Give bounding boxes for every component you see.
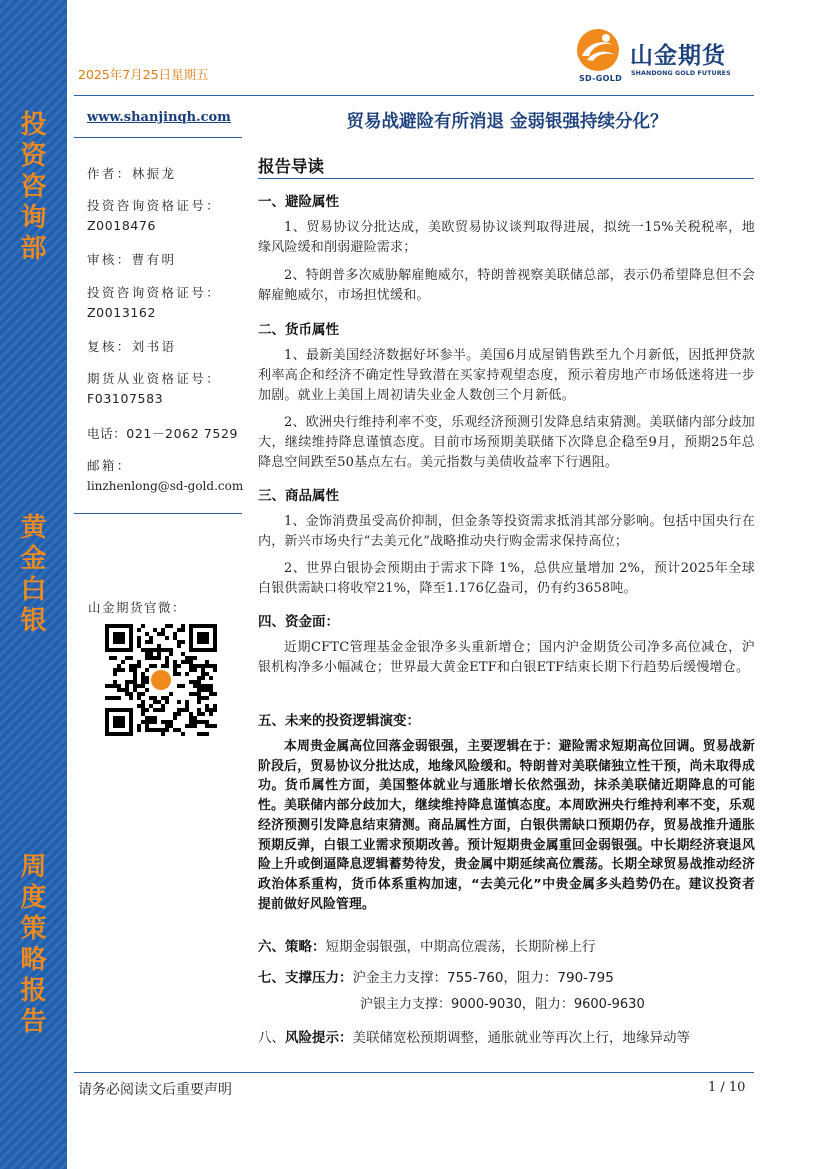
side-band (0, 0, 67, 1169)
section-strategy-text: 短期金弱银强，中期高位震荡，长期阶梯上行 (325, 939, 596, 955)
section-monetary-title: 二、货币属性 (258, 322, 339, 338)
logo-company-name: 山金期货 (630, 43, 726, 69)
company-logo (573, 27, 753, 85)
section-funds-text: 近期CFTC管理基金金银净多头重新增仓；国内沪金期货公司净多高位减仓，沪银机构净多小幅减仓；世界最大黄金ETF和白银ETF结束长期下行趋势后缓慢增仓。 (258, 640, 755, 675)
report-date: 2025年7月25日星期五 (78, 67, 209, 82)
sd-gold-logo-icon (573, 27, 623, 73)
section-safe-haven-point-2: 2、特朗普多次威胁解雇鲍威尔，特朗普视察美联储总部，表示仍希望降息但不会解雇鲍威尔，市场担忧缓和。 (258, 268, 755, 303)
section-safe-haven-title: 一、避险属性 (258, 194, 339, 210)
rechecker: 复核：刘书语 (87, 339, 177, 354)
footer-disclaimer: 请务必阅读文后重要声明 (78, 1082, 232, 1098)
author-cert-label: 投资咨询资格证号： (87, 198, 222, 213)
website-divider (74, 137, 242, 138)
reviewer-cert-number: Z0013162 (87, 305, 157, 320)
band-label-metals: 黄金白银 (20, 513, 47, 636)
silver-levels: 沪银主力支撑：9000-9030，阻力：9600-9630 (360, 997, 645, 1012)
report-title: 贸易战避险有所消退 金弱银强持续分化？ (346, 112, 668, 132)
logo-mark-text: SD-GOLD (579, 74, 623, 83)
section-commodity-point-2: 2、世界白银协会预期由于需求下降 1%，总供应量增加 2%，预计2025年全球白银供需缺口将收窄21%，降至1.176亿盎司，仍有约3658吨。 (258, 561, 755, 596)
section-outlook-title: 五、未来的投资逻辑演变： (258, 713, 420, 729)
wechat-label: 山金期货官微： (88, 600, 187, 615)
author: 作者：林振龙 (87, 166, 177, 181)
logo-company-name-en: SHANDONG GOLD FUTURES (631, 70, 731, 77)
section-strategy (258, 935, 596, 955)
section-strategy-title: 六、策略： (258, 939, 326, 955)
qr-code-icon (105, 624, 217, 736)
rechecker-cert-number: F03107583 (87, 391, 164, 406)
section-safe-haven-point-1: 1、贸易协议分批达成，美欧贸易协议谈判取得进展，拟统一15%关税税率，地缘风险缓和削弱避险需求； (258, 220, 755, 255)
band-label-report-type: 周度策略报告 (20, 852, 47, 1037)
section-outlook-text: 本周贵金属高位回落金弱银强，主要逻辑在于：避险需求短期高位回调。贸易战新阶段后，贸易协议分批达成，地缘风险缓和。特朗普对美联储独立性干预，尚未取得成功。货币属性方面，美国整体就业与通胀增长依然强劲，抹杀美联储近期降息的可能性。美联储内部分歧加大，继续维持降息谨慎态度。本周欧洲央行维持利率不变，乐观经济预测引发降息结束猜测。商品属性方面，白银供需缺口预期仍存，贸易战推升通胀预期反弹，白银工业需求预期改善。预计短期贵金属重回金弱银强。中长期经济衰退风险上升或倒逼降息逻辑蓄势待发，贵金属中期延续高位震荡。长期全球贸易战推动经济政治体系重构，货币体系重构加速，“去美元化”中贵金属多头趋势仍在。建议投资者提前做好风险管理。 (258, 739, 755, 912)
header-divider (74, 95, 754, 96)
section-levels (258, 966, 614, 986)
website-link[interactable]: www.shanjinqh.com (87, 110, 231, 125)
gold-levels: 沪金主力支撑：755-760，阻力：790-795 (352, 970, 614, 986)
email-address[interactable]: linzhenlong@sd-gold.com (87, 479, 244, 493)
email-label: 邮箱： (87, 458, 132, 473)
reviewer-cert-label: 投资咨询资格证号： (87, 285, 222, 300)
summary-divider (258, 178, 754, 179)
section-levels-title: 七、支撑压力： (258, 970, 353, 986)
section-monetary-point-2: 2、欧洲央行维持利率不变，乐观经济预测引发降息结束猜测。美联储内部分歧加大，继续维持降息谨慎态度。目前市场预期美联储下次降息企稳至9月，预期25年总降息空间跌至50基点左右。美元指数与美债收益率下行遇阻。 (258, 415, 755, 470)
report-summary-heading: 报告导读 (258, 157, 324, 176)
phone: 电话：021－2062 7529 (87, 426, 239, 441)
author-cert-number: Z0018476 (87, 218, 157, 233)
section-risk (258, 1026, 690, 1046)
section-commodity-point-1: 1、金饰消费虽受高价抑制，但金条等投资需求抵消其部分影响。包括中国央行在内，新兴市场央行“去美元化”战略推动央行购金需求保持高位； (258, 514, 755, 549)
section-commodity-title: 三、商品属性 (258, 488, 339, 504)
section-risk-text: 美联储宽松预期调整，通胀就业等再次上行，地缘异动等 (352, 1030, 690, 1046)
rechecker-cert-label: 期货从业资格证号： (87, 371, 222, 386)
section-monetary-point-1: 1、最新美国经济数据好坏参半。美国6月成屋销售跌至九个月新低，因抵押贷款利率高企和经济不确定性导致潜在买家持观望态度，预示着房地产市场低迷将进一步加剧。就业上美国上周初请失业金人数创三个月新低。 (258, 348, 755, 403)
section-risk-prefix: 八、 (258, 1030, 285, 1046)
page-number: 1 / 10 (708, 1080, 746, 1095)
sidebar-divider (74, 513, 242, 514)
section-risk-title: 风险提示： (285, 1030, 353, 1046)
section-funds-title: 四、资金面： (258, 614, 339, 630)
reviewer: 审核：曹有明 (87, 252, 177, 267)
footer-divider (74, 1072, 754, 1073)
band-label-department: 投资咨询部 (20, 110, 47, 264)
